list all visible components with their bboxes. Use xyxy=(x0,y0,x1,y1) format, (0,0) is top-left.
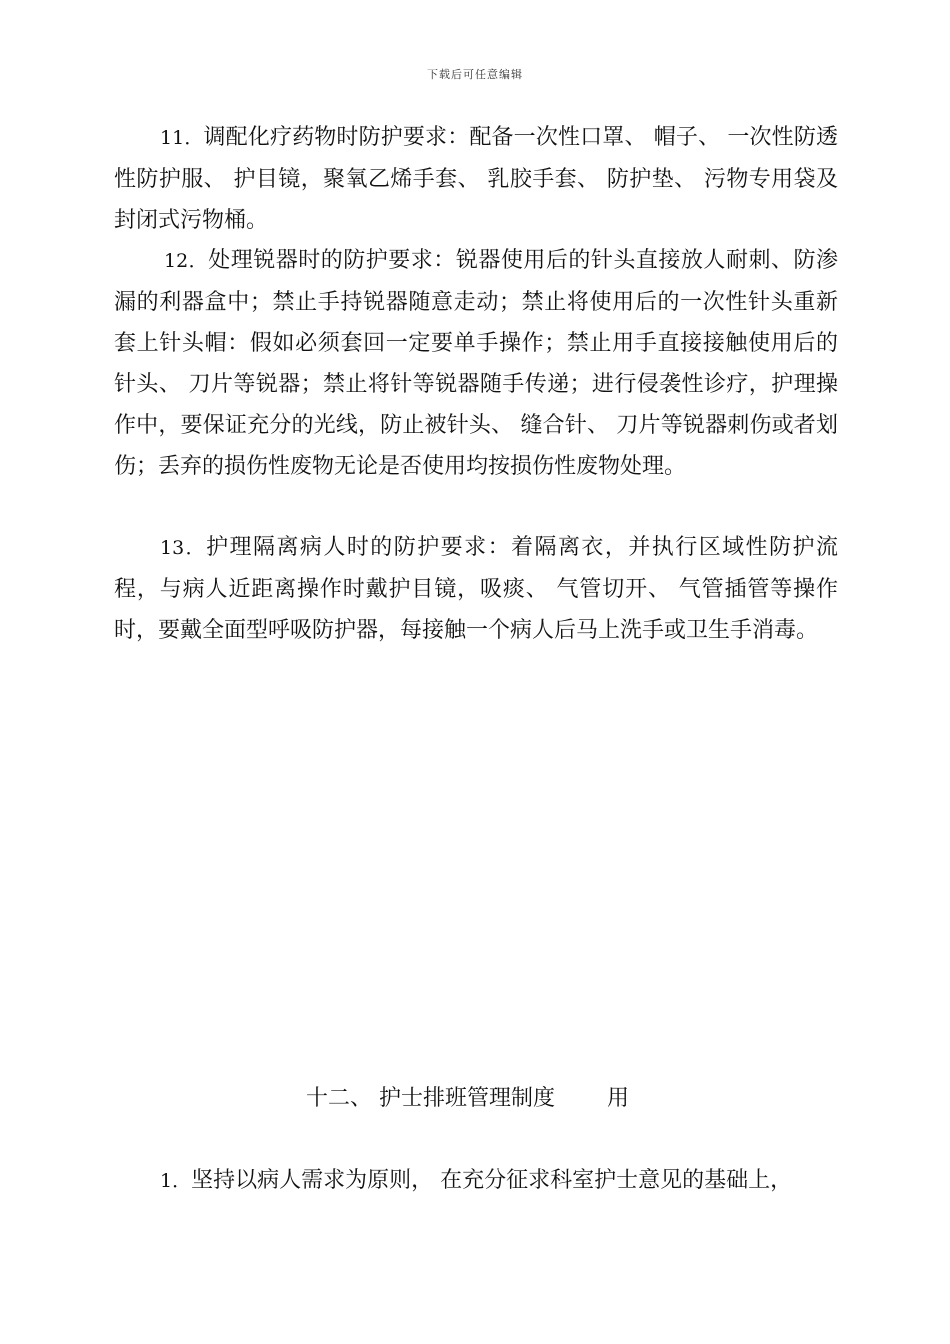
paragraph-number: 13． xyxy=(160,537,207,559)
paragraph-number: 12． xyxy=(164,250,209,272)
paragraph-text: 坚持以病人需求为原则， 在充分征求科室护士意见的基础上， xyxy=(191,1168,793,1193)
paragraph-text: 调配化疗药物时防护要求：配备一次性口罩、 帽子、 一次性防透性防护服、 护目镜，聚氧乙烯手套、 乳胶手套、 防护垫、 污物专用袋及封闭式污物桶。 xyxy=(114,125,838,233)
paragraph-13 xyxy=(114,527,838,651)
paragraph-text: 处理锐器时的防护要求：锐器使用后的针头直接放人耐刺、防渗漏的利器盒中；禁止手持锐器随意走动；禁止将使用后的一次性针头重新套上针头帽：假如必须套回一定要单手操作；禁止用手直接接触使用后的针头、 刀片等锐器；禁止将针等锐器随手传递；进行侵袭性诊疗，护理操作中，要保证充分的光线，防止被针头、 缝合针、 刀片等锐器刺伤或者划伤；丢弃的损伤性废物无论是否使用均按损伤性废物处理。 xyxy=(114,248,838,479)
paragraph-text: 护理隔离病人时的防护要求：着隔离衣，并执行区域性防护流程，与病人近距离操作时戴护目镜，吸痰、 气管切开、 气管插管等操作时，要戴全面型呼吸防护器，每接触一个病人后马上洗手或卫生手消毒。 xyxy=(114,535,838,643)
section-title-suffix: 用 xyxy=(607,1086,630,1111)
section-title-text: 十二、 护士排班管理制度 xyxy=(306,1086,555,1111)
paragraph-number: 11． xyxy=(160,127,204,149)
paragraph-12 xyxy=(114,240,838,487)
section-paragraph-1 xyxy=(114,1160,838,1202)
page-header: 下载后可任意编辑 xyxy=(427,68,523,81)
paragraph-number: 1． xyxy=(160,1170,192,1192)
paragraph-11 xyxy=(114,117,838,241)
section-title xyxy=(306,1082,629,1116)
